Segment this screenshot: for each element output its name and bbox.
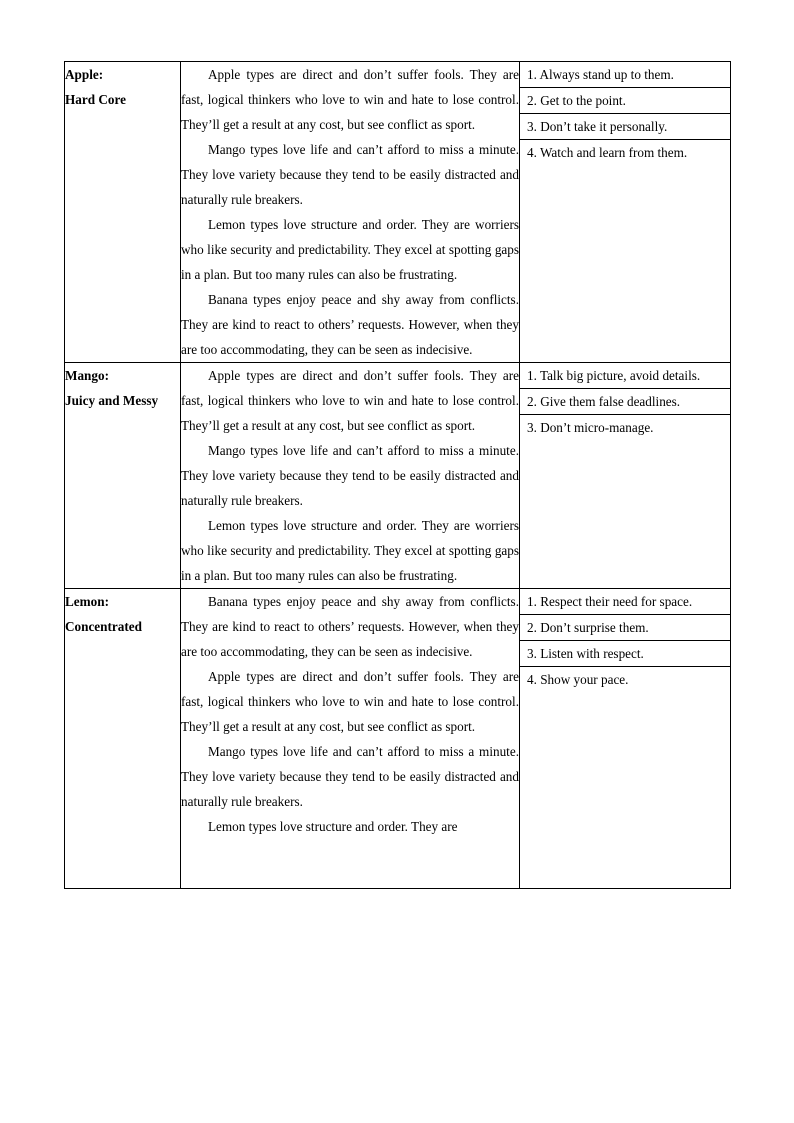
description-paragraph: Lemon types love structure and order. They are worriers who like security and predictability. They excel at spotting gaps in a plan. But too many rules can also be frustrating. [181,518,519,583]
tip-item: 3. Listen with respect. [520,641,730,667]
type-label-cell [65,363,181,589]
description-paragraph: Banana types enjoy peace and shy away from conflicts. They are kind to react to others’ requests. However, when they are too accommodating, they can be seen as indecisive. [181,292,519,357]
type-name: Apple: [65,67,104,82]
description-cell [181,589,520,889]
table-row [65,62,731,363]
type-name: Mango: [65,368,109,383]
description-paragraph: Apple types are direct and don’t suffer fools. They are fast, logical thinkers who love to win and hate to lose control. They’ll get a result at any cost, but see conflict as sport. [181,368,519,433]
tip-item: 2. Give them false deadlines. [520,389,730,415]
description-paragraph: Lemon types love structure and order. They are [208,819,458,834]
tip-item: 1. Respect their need for space. [520,589,730,615]
tip-item: 2. Don’t surprise them. [520,615,730,641]
description-clip [181,589,519,888]
description-paragraph: Mango types love life and can’t afford to miss a minute. They love variety because they tend to be easily distracted and naturally rule breakers. [181,142,519,207]
table-row [65,589,731,889]
description-paragraph: Mango types love life and can’t afford to miss a minute. They love variety because they tend to be easily distracted and naturally rule breakers. [181,443,519,508]
type-label-cell [65,589,181,889]
table-row [65,363,731,589]
tip-item: 1. Always stand up to them. [520,62,730,88]
type-label-cell [65,62,181,363]
tips-cell [520,363,731,589]
description-paragraph: Apple types are direct and don’t suffer fools. They are fast, logical thinkers who love to win and hate to lose control. They’ll get a result at any cost, but see conflict as sport. [181,669,519,734]
tip-item: 3. Don’t take it personally. [520,114,730,140]
tip-item: 4. Watch and learn from them. [527,145,688,160]
tip-item: 3. Don’t micro-manage. [527,420,654,435]
description-paragraph: Lemon types love structure and order. They are worriers who like security and predictability. They excel at spotting gaps in a plan. But too many rules can also be frustrating. [181,217,519,282]
type-subtitle: Concentrated [65,619,142,634]
tips-cell [520,62,731,363]
fruit-types-table [64,61,731,889]
description-paragraph: Mango types love life and can’t afford to miss a minute. They love variety because they tend to be easily distracted and naturally rule breakers. [181,744,519,809]
type-name: Lemon: [65,594,109,609]
description-cell [181,363,520,589]
description-cell [181,62,520,363]
type-subtitle: Hard Core [65,92,126,107]
tip-item: 2. Get to the point. [520,88,730,114]
description-paragraph: Apple types are direct and don’t suffer fools. They are fast, logical thinkers who love to win and hate to lose control. They’ll get a result at any cost, but see conflict as sport. [181,67,519,132]
type-subtitle: Juicy and Messy [65,393,159,408]
description-paragraph: Banana types enjoy peace and shy away from conflicts. They are kind to react to others’ requests. However, when they are too accommodating, they can be seen as indecisive. [181,594,519,659]
tip-item: 4. Show your pace. [527,672,629,687]
tips-cell [520,589,731,889]
tip-item: 1. Talk big picture, avoid details. [520,363,730,389]
